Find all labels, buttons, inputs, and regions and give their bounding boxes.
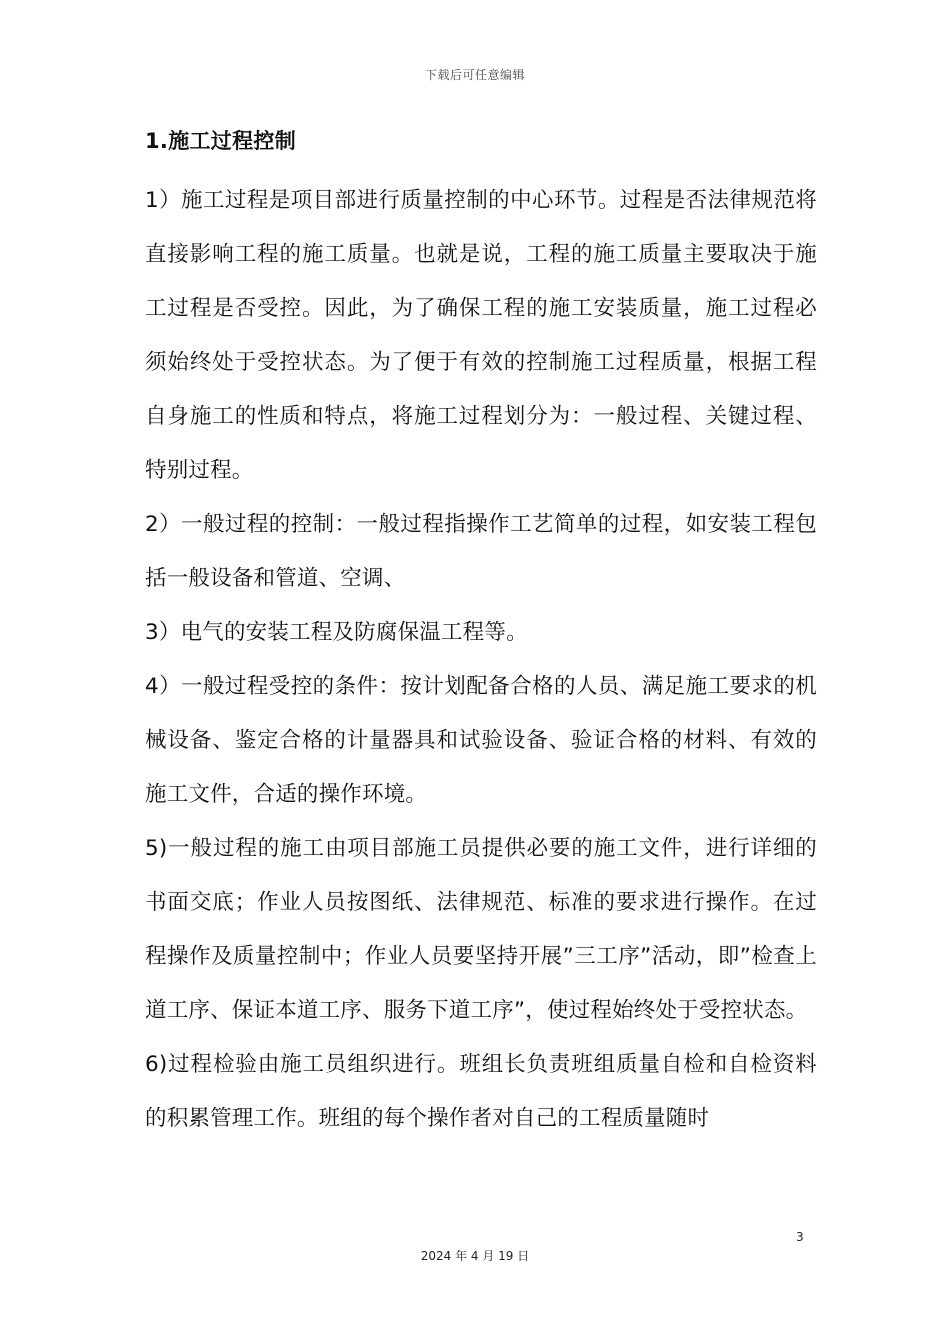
page-footer-date: 2024 年 4 月 19 日 [420, 1249, 530, 1263]
paragraph-2: 2）一般过程的控制：一般过程指操作工艺简单的过程，如安装工程包括一般设备和管道、空调、 [145, 512, 817, 591]
paragraph-3: 3）电气的安装工程及防腐保温工程等。 [145, 620, 528, 645]
paragraph-5: 5)一般过程的施工由项目部施工员提供必要的施工文件，进行详细的书面交底；作业人员按图纸、法律规范、标准的要求进行操作。在过程操作及质量控制中；作业人员要坚持开展”三工序”活动，即”检查上道工序、保证本道工序、服务下道工序”，使过程始终处于受控状态。 [145, 836, 817, 1023]
paragraph-4: 4）一般过程受控的条件：按计划配备合格的人员、满足施工要求的机械设备、鉴定合格的计量器具和试验设备、验证合格的材料、有效的施工文件，合适的操作环境。 [145, 674, 817, 807]
paragraph-6: 6)过程检验由施工员组织进行。班组长负责班组质量自检和自检资料的积累管理工作。班组的每个操作者对自己的工程质量随时 [145, 1052, 817, 1131]
document-body [145, 120, 817, 1146]
paragraph-1: 1）施工过程是项目部进行质量控制的中心环节。过程是否法律规范将直接影响工程的施工质量。也就是说，工程的施工质量主要取决于施工过程是否受控。因此，为了确保工程的施工安装质量，施工过程必须始终处于受控状态。为了便于有效的控制施工过程质量，根据工程自身施工的性质和特点，将施工过程划分为：一般过程、关键过程、特别过程。 [145, 188, 817, 483]
section-title: 1.施工过程控制 [145, 129, 296, 153]
page-header-note: 下载后可任意编辑 [424, 68, 525, 82]
page-number: 3 [796, 1230, 804, 1244]
